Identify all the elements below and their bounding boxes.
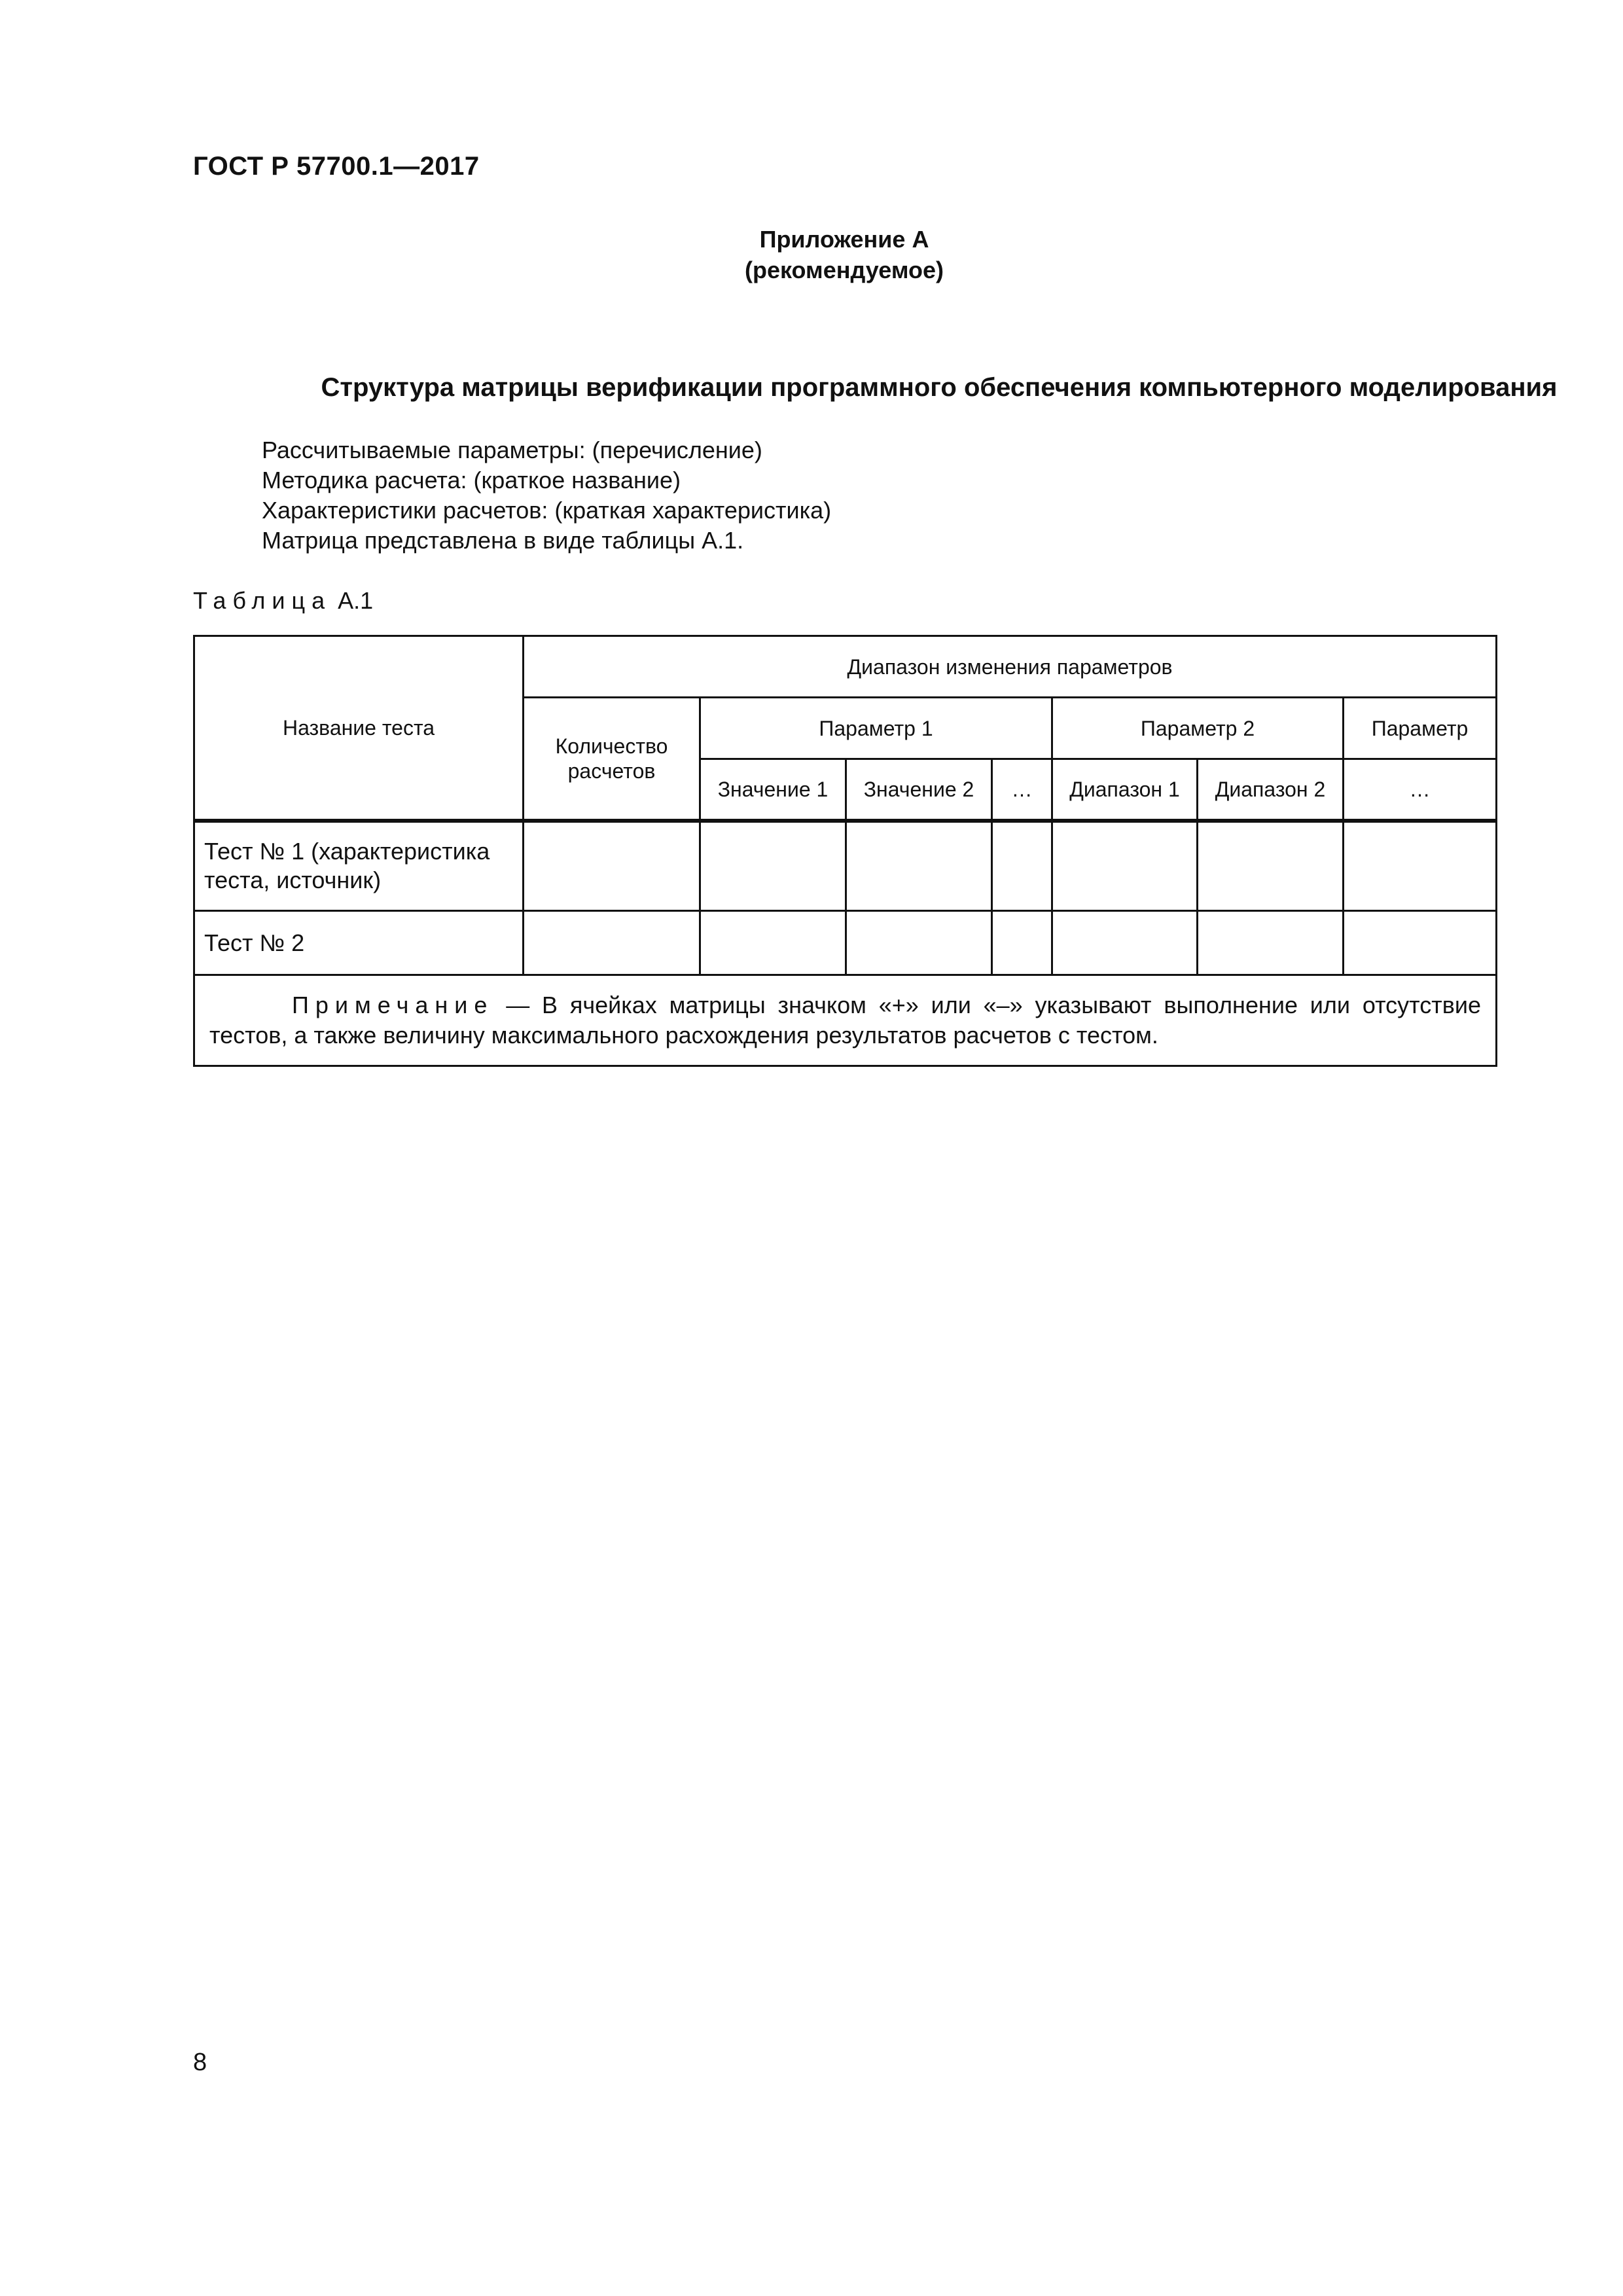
table-cell: [1052, 821, 1198, 911]
section-title: Структура матрицы верификации программного обеспечения компьютерного моделирования: [321, 373, 1558, 402]
table-cell: [1344, 911, 1497, 975]
header-ellipsis-1: …: [992, 759, 1052, 821]
note-row: [194, 975, 1497, 1066]
header-count: Количество расчетов: [524, 698, 700, 821]
param-line-calculated: Рассчитываемые параметры: (перечисление): [262, 437, 762, 463]
table-cell: [524, 911, 700, 975]
table-cell: [992, 911, 1052, 975]
header-test-name: Название теста: [194, 636, 524, 821]
document-code: ГОСТ Р 57700.1—2017: [193, 152, 480, 181]
table-cell: [524, 821, 700, 911]
parameter-list: [262, 435, 831, 556]
appendix-status: (рекомендуемое): [745, 257, 944, 283]
table-caption-word: Таблица: [193, 587, 332, 614]
row-test-1-name: Тест № 1 (характеристика теста, источник): [194, 821, 524, 911]
table-cell: [700, 911, 846, 975]
table-caption-number: А.1: [338, 587, 374, 614]
note-text: — В ячейках матрицы значком «+» или «–» указывают выполнение или отсутствие тестов, а также величину максимального расхождения результатов расчетов с тестом.: [209, 992, 1481, 1049]
param-line-method: Методика расчета: (краткое название): [262, 467, 681, 493]
table-cell: [700, 821, 846, 911]
table-cell: [992, 821, 1052, 911]
row-test-2-name: Тест № 2: [194, 911, 524, 975]
header-range-1: Диапазон 1: [1052, 759, 1198, 821]
table-caption: [193, 587, 373, 615]
note-label: Примечание: [292, 992, 494, 1018]
header-range-2: Диапазон 2: [1198, 759, 1344, 821]
table-cell: [846, 821, 992, 911]
page-number: 8: [193, 2049, 207, 2076]
table-cell: [1198, 911, 1344, 975]
table-cell: [1198, 821, 1344, 911]
table-row: [194, 911, 1497, 975]
param-line-matrix: Матрица представлена в виде таблицы А.1.: [262, 527, 744, 554]
table-row: [194, 821, 1497, 911]
appendix-title: Приложение А: [759, 226, 929, 253]
verification-matrix-table: [193, 635, 1497, 1067]
header-param-1: Параметр 1: [700, 698, 1052, 759]
param-line-characteristics: Характеристики расчетов: (краткая характеристика): [262, 497, 832, 524]
header-param-n: Параметр: [1344, 698, 1497, 759]
appendix-heading: [0, 224, 1623, 285]
header-value-2: Значение 2: [846, 759, 992, 821]
table-cell: [1052, 911, 1198, 975]
table-cell: [1344, 821, 1497, 911]
header-range: Диапазон изменения параметров: [524, 636, 1497, 698]
header-param-2: Параметр 2: [1052, 698, 1344, 759]
header-ellipsis-2: …: [1344, 759, 1497, 821]
table-cell: [846, 911, 992, 975]
table-note: [194, 975, 1497, 1066]
header-value-1: Значение 1: [700, 759, 846, 821]
